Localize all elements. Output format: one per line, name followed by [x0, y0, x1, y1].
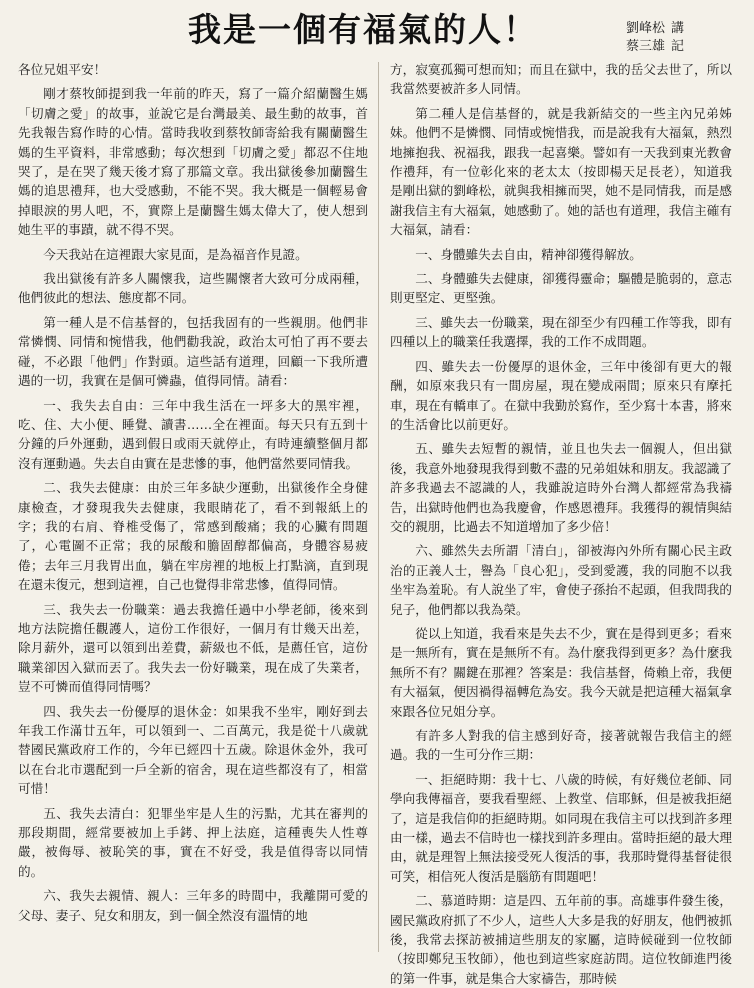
paragraph: 五、我失去清白：犯罪坐牢是人生的污點，尤其在審判的那段期間，經常要被加上手銬、押上法庭，這種喪失人性尊嚴，被侮辱、被恥笑的事，實在不好受，我是值得寄以同情的。 — [18, 805, 368, 879]
speaker-credit — [626, 20, 684, 38]
speaker-name: 劉峰松 — [626, 21, 666, 36]
article-title: 我是一個有福氣的人！ — [188, 10, 538, 49]
paragraph: 二、身體雖失去健康，卻獲得靈命；驅體是脆弱的，意志則更堅定、更堅強。 — [390, 271, 732, 306]
recorder-credit — [626, 38, 684, 56]
paragraph: 第二種人是信基督的，就是我新結交的一些主內兄弟姊妹。他們不是憐憫、同情或惋惜我，而是說我有大福氣，熱烈地擁抱我、祝福我，跟我一起喜樂。譬如有一天我到東光教會作禮拜，有一位彰化來的老太太（按即楊天足長老），知道我是剛出獄的劉峰松，就與我相擁而哭，她不是同情我，而是感謝我信主有大福氣，她感動了。她的話也有道理，我信主確有大福氣，請看： — [390, 105, 732, 238]
speaker-role: 講 — [671, 21, 685, 36]
left-text-column — [18, 60, 368, 952]
paragraph: 四、我失去一份優厚的退休金：如果我不坐牢，剛好到去年我工作滿廿五年，可以領到一、二百萬元，我是從十八歲就替國民黨政府工作的，今年已經四十五歲。除退休金外，我可以在台北市選配到一戶全新的宿舍，現在這些都沒有了，相當可惜！ — [18, 703, 368, 797]
paragraph: 六、我失去親情、親人：三年多的時間中，我離開可愛的父母、妻子、兒女和朋友，到一個全然沒有溫情的地 — [18, 888, 368, 923]
article-byline — [626, 20, 684, 56]
column-divider — [378, 62, 379, 952]
paragraph: 剛才蔡牧師提到我一年前的昨天，寫了一篇介紹蘭醫生媽「切膚之愛」的故事，並說它是台灣最美、最生動的故事，首先我報告寫作時的心情。當時我收到蔡牧師寄給我有關蘭醫生媽的生平資料，非常感動；每次想到「切膚之愛」都忍不住地哭了，是在哭了幾天後才寫了那篇文章。我出獄後參加蘭醫生媽的追思禮拜，也大受感動，不能不哭。我大概是一個輕易會掉眼淚的男人吧，不，實際上是蘭醫生媽太偉大了，使人想到她生平的事蹟，就不得不哭。 — [18, 86, 368, 238]
greeting: 各位兄姐平安！ — [18, 62, 107, 77]
paragraph: 五、雖失去短暫的親情，並且也失去一個親人，但出獄後，我意外地發現我得到數不盡的兄弟姐妹和朋友。我認識了許多我過去不認識的人，我雖說這時外台灣人都經常為我禱告，出獄時他們也為我慶會，作感恩禮拜。我獲得的親情與結交的親朋，比過去不知道增加了多少倍！ — [390, 441, 732, 534]
paragraph: 我出獄後有許多人關懷我，這些關懷者大致可分成兩種，他們彼此的想法、態度都不同。 — [18, 271, 368, 306]
paragraph: 方，寂寞孤獨可想而知；而且在獄中，我的岳父去世了，所以我當然要被許多人同情。 — [390, 62, 732, 97]
paragraph: 從以上知道，我看來是失去不少，實在是得到更多；看來是一無所有，實在是無所不有。為什麼我得到更多？為什麼我無所不有？關鍵在那裡？答案是：我信基督，倚賴上帝，我便有大福氣，便因禍得福轉危為安。我今天就是把這種大福氣拿來跟各位兄姐分享。 — [390, 625, 732, 719]
paragraph: 二、慕道時期：這是四、五年前的事。高雄事件發生後，國民黨政府抓了不少人，這些人大多是我的好朋友，他們被抓後，我常去探訪被捕這些朋友的家屬，這時候碰到一位牧師（按即鄭兒玉牧師），他也到這些家庭訪問。這位牧師進門後的第一件事，就是集合大家禱告，那時候 — [390, 893, 732, 986]
paragraph: 三、雖失去一份職業，現在卻至少有四種工作等我，即有四種以上的職業任我選擇，我的工作不成問題。 — [390, 314, 732, 350]
recorder-role: 記 — [671, 39, 685, 54]
recorder-name: 蔡三雄 — [626, 39, 666, 54]
paragraph: 有許多人對我的信主感到好奇，接著就報告我信主的經過。我的一生可分作三期： — [390, 728, 732, 763]
paragraph: 四、雖失去一份優厚的退休金，三年中後卻有更大的報酬，如原來我只有一間房屋，現在變成兩間；原來只有摩托車，現在有轎車了。在獄中我勤於寫作，至少寫十本書，將來的生活會比以前更好。 — [390, 358, 732, 432]
paragraph: 第一種人是不信基督的，包括我固有的一些親朋。他們非常憐憫、同情和惋惜我，他們勸我說，政治太可怕了再不要去碰，不必跟「他們」作對頭。這些話有道理，回顧一下我所遭遇的一切，我實在是個可憐蟲，值得同情。請看： — [18, 314, 368, 389]
paragraph: 一、拒絕時期：我十七、八歲的時候，有好幾位老師、同學向我傳福音，要我看聖經、上教堂、信耶穌，但是被我拒絕了，這是我信仰的拒絕時期。如同現在我信主可以找到許多理由一樣，過去不信時也一樣找到許多理由。當時拒絕的最大理由，就是理智上無法接受死人復活的事，我那時覺得基督徒很可笑，相信死人復活是腦筋有問題吧！ — [390, 771, 732, 884]
paragraph: 一、我失去自由：三年中我生活在一坪多大的黑牢裡，吃、住、大小便、睡覺、讀書……全在裡面。每天只有五到十分鐘的戶外運動，遇到假日或雨天就停止，有時連續整個月都沒有運動過。失去自由實在是悲慘的事，他們當然要同情我。 — [18, 397, 368, 471]
paragraph: 今天我站在這裡跟大家見面，是為福音作見證。 — [43, 246, 308, 262]
paragraph: 一、身體雖失去自由，精神卻獲得解放。 — [415, 246, 642, 262]
paragraph: 三、我失去一份職業：過去我擔任過中小學老師，後來到地方法院擔任觀護人，這份工作很好，一個月有廿幾天出差，除月薪外，還可以領到出差費，薪級也不低，是薦任官，這份職業卻因入獄而丟了。我失去一份好職業，現在成了失業者，豈不可憐而值得同情嗎？ — [18, 601, 368, 695]
right-text-column — [390, 60, 732, 986]
paragraph: 六、雖然失去所謂「清白」，卻被海內外所有關心民主政治的正義人士，譽為「良心犯」，受到愛護，我的同胞不以我坐牢為羞恥。有人說坐了牢，會使子孫抬不起頭，但我問我的兒子，他們都以我為榮。 — [390, 543, 732, 617]
paragraph: 二、我失去健康：由於三年多缺少運動，出獄後作全身健康檢查，才發現我失去健康，我眼睛花了，看不到報紙上的字；我的右肩、脊椎受傷了，常感到酸痛；我的心臟有問題了，心電圖不正常；我的尿酸和膽固醇都偏高，身體容易疲倦；去年三月我胃出血，躺在牢房裡的地板上打點滴，直到現在還未復元，想到這裡，自己也覺得非常悲慘，值得同情。 — [18, 480, 368, 593]
